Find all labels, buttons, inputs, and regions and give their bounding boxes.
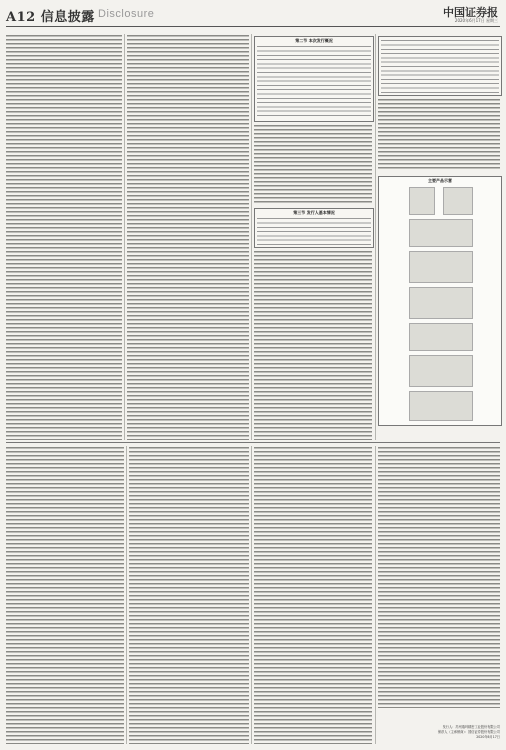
column-rule (251, 34, 252, 440)
column-rule (375, 446, 376, 744)
column-rule (251, 446, 252, 744)
text-column-8 (254, 446, 372, 744)
product-image (409, 187, 435, 215)
issuer-line: 发行人：苏州瑞玛精密工业股份有限公司 (442, 725, 500, 729)
product-image (409, 287, 473, 319)
text-column-5 (378, 98, 500, 170)
product-image (409, 355, 473, 387)
product-image (409, 323, 473, 351)
product-image (409, 251, 473, 283)
sign-date: 2020年6月17日 (476, 735, 500, 739)
table-title: 第三节 发行人基本情况 (293, 210, 335, 215)
text-column-2 (127, 34, 249, 440)
text-column-4 (254, 250, 372, 440)
text-column-7 (129, 446, 249, 744)
column-rule (126, 446, 127, 744)
company-table (254, 208, 374, 248)
text-column-3 (254, 124, 372, 204)
column-rule (124, 34, 125, 440)
column-rule (375, 34, 376, 440)
text-column-9 (378, 446, 500, 708)
issue-date: 2020年6月17日 星期三 (454, 18, 498, 23)
product-image (443, 187, 473, 215)
product-image (409, 391, 473, 421)
text-column-1 (6, 34, 122, 440)
section-title: 信息披露 (40, 10, 95, 25)
newspaper-logo: 中国证券报 (443, 6, 498, 19)
issuer-signature (378, 724, 500, 739)
product-image-panel (378, 176, 502, 426)
page-code: A12 信息披露 (6, 10, 95, 25)
band-rule (6, 442, 500, 443)
product-image (409, 219, 473, 247)
financial-table (378, 36, 502, 96)
offering-table (254, 36, 374, 122)
section-title-en: Disclosure (98, 8, 155, 20)
text-column-6 (6, 446, 124, 744)
panel-title: 主要产品示意 (428, 178, 452, 183)
header-rule (6, 26, 500, 27)
sponsor-line: 保荐人（主承销商）：国信证券股份有限公司 (437, 730, 500, 734)
page-header (6, 4, 500, 26)
table-title: 第二节 本次发行概况 (295, 38, 333, 43)
